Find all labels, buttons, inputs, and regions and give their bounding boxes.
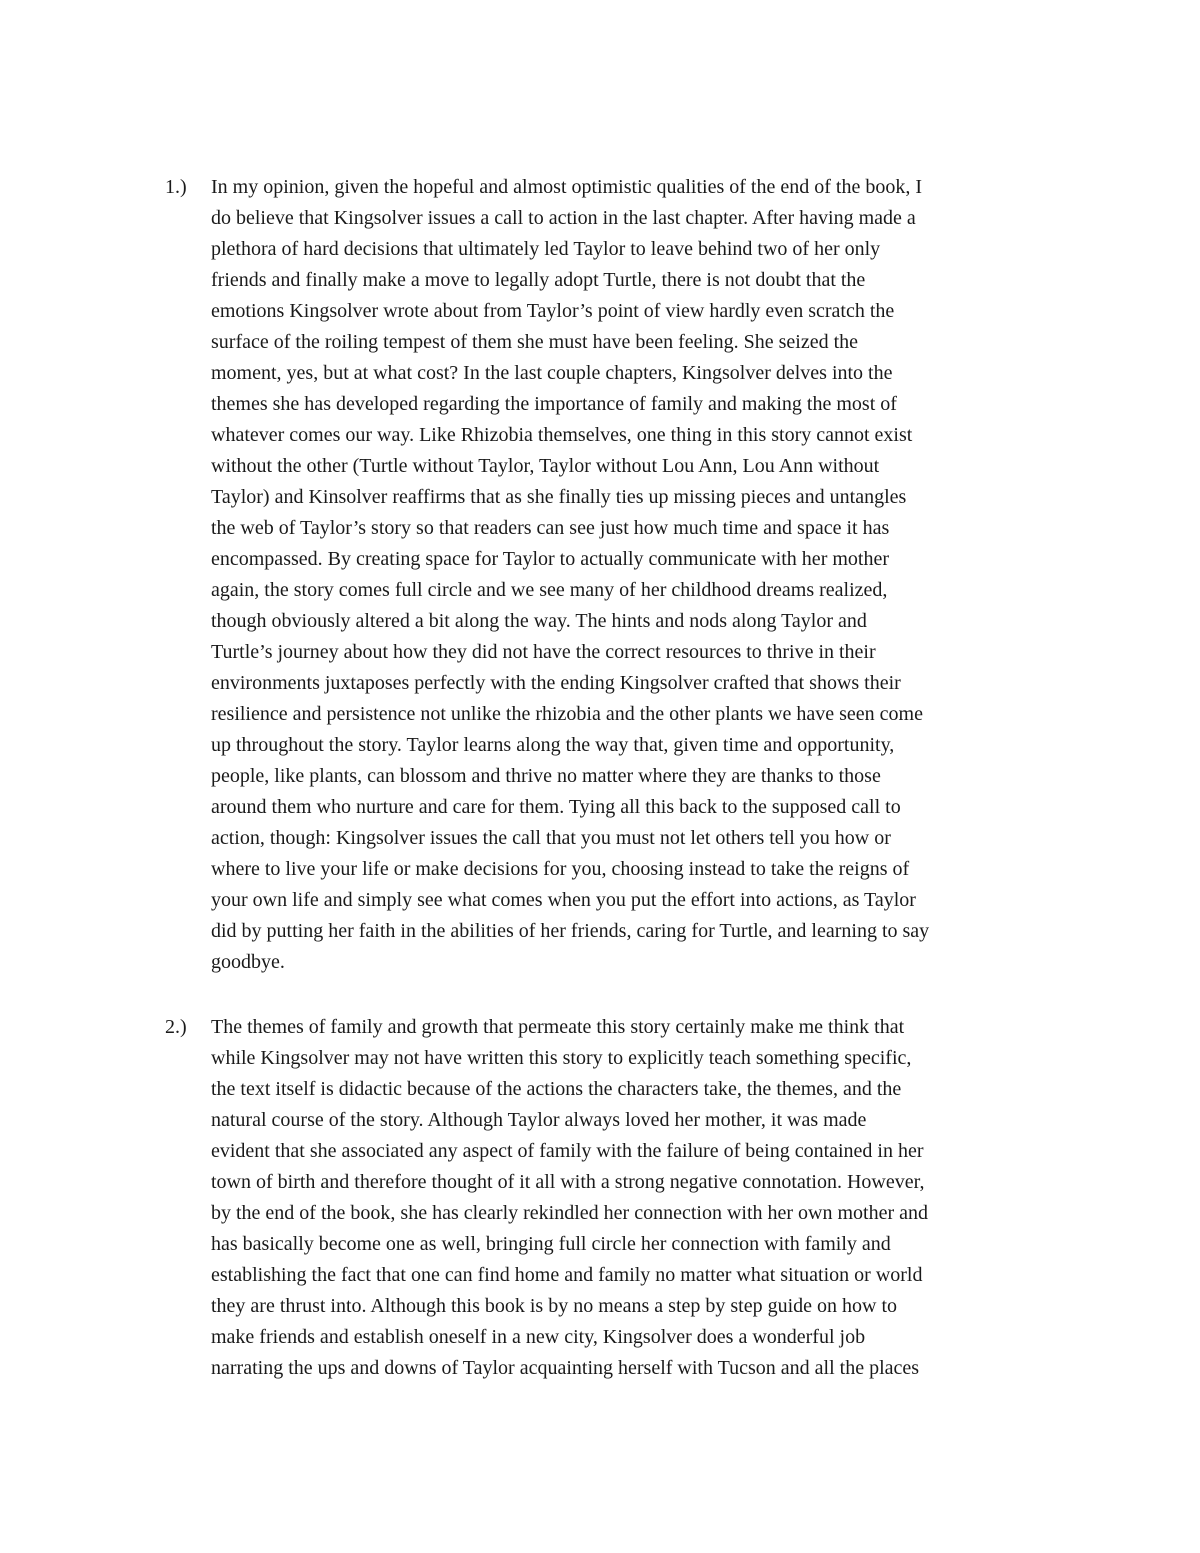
- text-line: Turtle’s journey about how they did not have the correct resources to thrive in their: [211, 641, 876, 663]
- text-line: establishing the fact that one can find home and family no matter what situation or world: [211, 1264, 923, 1286]
- item-number: 2.): [165, 1016, 187, 1038]
- text-line: while Kingsolver may not have written this story to explicitly teach something specific,: [211, 1047, 912, 1069]
- text-line: people, like plants, can blossom and thrive no matter where they are thanks to those: [211, 765, 881, 787]
- text-line: has basically become one as well, bringing full circle her connection with family and: [211, 1233, 891, 1255]
- text-line: narrating the ups and downs of Taylor acquainting herself with Tucson and all the places: [211, 1357, 920, 1379]
- text-line: themes she has developed regarding the importance of family and making the most of: [211, 393, 897, 415]
- text-line: goodbye.: [211, 951, 285, 973]
- text-line: surface of the roiling tempest of them she must have been feeling. She seized the: [211, 331, 859, 353]
- text-line: town of birth and therefore thought of it all with a strong negative connotation. However,: [211, 1171, 925, 1193]
- text-line: encompassed. By creating space for Taylor to actually communicate with her mother: [211, 548, 889, 570]
- text-line: natural course of the story. Although Taylor always loved her mother, it was made: [211, 1109, 867, 1131]
- numbered-answer-1: [165, 172, 1065, 978]
- text-line: emotions Kingsolver wrote about from Taylor’s point of view hardly even scratch the: [211, 300, 895, 322]
- text-line: plethora of hard decisions that ultimately led Taylor to leave behind two of her only: [211, 238, 881, 260]
- text-line: In my opinion, given the hopeful and almost optimistic qualities of the end of the book, I: [211, 176, 922, 198]
- text-line: friends and finally make a move to legally adopt Turtle, there is not doubt that the: [211, 269, 866, 291]
- text-line: by the end of the book, she has clearly rekindled her connection with her own mother and: [211, 1202, 929, 1224]
- answer-paragraph: [165, 172, 1065, 978]
- text-line: up throughout the story. Taylor learns along the way that, given time and opportunity,: [211, 734, 895, 756]
- text-line: make friends and establish oneself in a new city, Kingsolver does a wonderful job: [211, 1326, 866, 1348]
- text-line: evident that she associated any aspect of family with the failure of being contained in her: [211, 1140, 924, 1162]
- text-line: moment, yes, but at what cost? In the last couple chapters, Kingsolver delves into the: [211, 362, 893, 384]
- text-line: though obviously altered a bit along the way. The hints and nods along Taylor and: [211, 610, 867, 632]
- text-line: did by putting her faith in the abilities of her friends, caring for Turtle, and learning to say: [211, 920, 930, 942]
- answer-paragraph: [165, 1012, 1065, 1384]
- text-line: resilience and persistence not unlike the rhizobia and the other plants we have seen come: [211, 703, 923, 725]
- text-line: they are thrust into. Although this book is by no means a step by step guide on how to: [211, 1295, 898, 1317]
- item-number: 1.): [165, 176, 187, 198]
- text-line: again, the story comes full circle and we see many of her childhood dreams realized,: [211, 579, 888, 601]
- text-line: action, though: Kingsolver issues the call that you must not let others tell you how or: [211, 827, 891, 849]
- text-line: Taylor) and Kinsolver reaffirms that as she finally ties up missing pieces and untangles: [211, 486, 907, 508]
- text-line: environments juxtaposes perfectly with the ending Kingsolver crafted that shows their: [211, 672, 901, 694]
- text-line: your own life and simply see what comes when you put the effort into actions, as Taylor: [211, 889, 916, 911]
- numbered-answer-2: [165, 1012, 1065, 1384]
- text-line: do believe that Kingsolver issues a call to action in the last chapter. After having made a: [211, 207, 916, 229]
- text-line: The themes of family and growth that permeate this story certainly make me think that: [211, 1016, 905, 1038]
- text-line: around them who nurture and care for them. Tying all this back to the supposed call to: [211, 796, 901, 818]
- text-line: where to live your life or make decisions for you, choosing instead to take the reigns of: [211, 858, 910, 880]
- text-line: the text itself is didactic because of the actions the characters take, the themes, and the: [211, 1078, 902, 1100]
- text-line: whatever comes our way. Like Rhizobia themselves, one thing in this story cannot exist: [211, 424, 913, 446]
- text-line: without the other (Turtle without Taylor, Taylor without Lou Ann, Lou Ann without: [211, 455, 880, 477]
- text-line: the web of Taylor’s story so that readers can see just how much time and space it has: [211, 517, 890, 539]
